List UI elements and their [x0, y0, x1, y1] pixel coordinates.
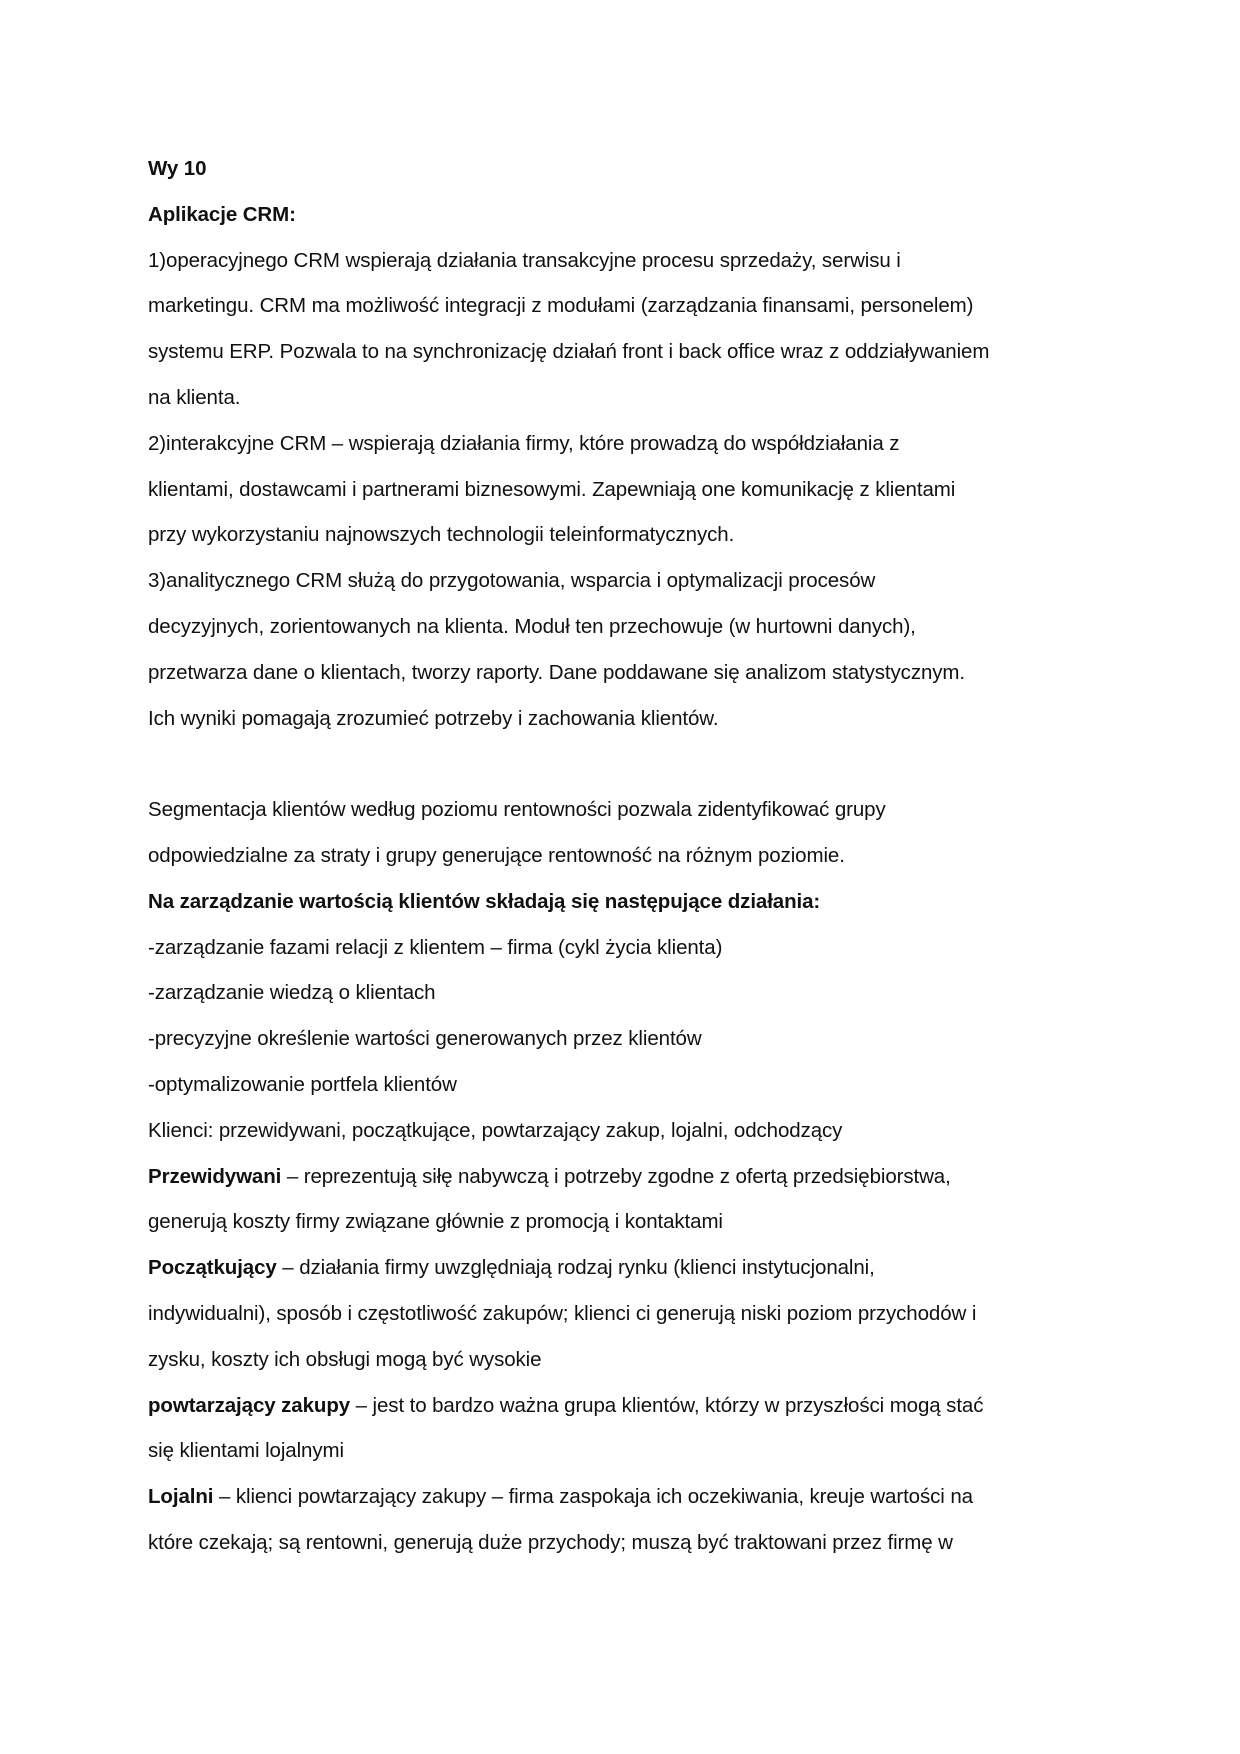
definition-text: – jest to bardzo ważna grupa klientów, którzy w przyszłości mogą stać: [350, 1393, 984, 1417]
definition-przewidywani: [148, 1154, 1090, 1246]
list-item: -optymalizowanie portfela klientów: [148, 1072, 457, 1096]
definition-term: powtarzający zakupy: [148, 1393, 351, 1417]
text-line: Ich wyniki pomagają zrozumieć potrzeby i zachowania klientów.: [148, 706, 719, 730]
text-line: odpowiedzialne za straty i grupy generujące rentowność na różnym poziomie.: [148, 843, 845, 867]
paragraph-analytical-crm: [148, 558, 1090, 741]
list-item: -zarządzanie wiedzą o klientach: [148, 981, 436, 1005]
definition-lojalni: [148, 1474, 1090, 1566]
text-line: decyzyjnych, zorientowanych na klienta. Moduł ten przechowuje (w hurtowni danych),: [148, 614, 916, 638]
list-item: -zarządzanie fazami relacji z klientem – firma (cykl życia klienta): [148, 935, 723, 959]
text-line: generują koszty firmy związane głównie z promocją i kontaktami: [148, 1210, 723, 1234]
text-line: 2)interakcyjne CRM – wspierają działania firmy, które prowadzą do współdziałania z: [148, 431, 900, 455]
text-line: klientami, dostawcami i partnerami biznesowymi. Zapewniają one komunikację z klientami: [148, 477, 956, 501]
text-line: przetwarza dane o klientach, tworzy raporty. Dane poddawane się analizom statystycznym.: [148, 660, 966, 684]
text-line: [148, 1245, 1090, 1291]
value-activities-list: [148, 925, 1090, 1108]
definition-term: Początkujący: [148, 1256, 277, 1280]
text-line: Segmentacja klientów według poziomu rentowności pozwala zidentyfikować grupy: [148, 798, 886, 822]
text-line: na klienta.: [148, 385, 241, 409]
definition-text: – działania firmy uwzględniają rodzaj rynku (klienci instytucjonalni,: [276, 1256, 875, 1280]
text-line: marketingu. CRM ma możliwość integracji z modułami (zarządzania finansami, personelem): [148, 294, 974, 318]
paragraph-interactive-crm: [148, 421, 1090, 558]
list-item: -precyzyjne określenie wartości generowanych przez klientów: [148, 1027, 702, 1051]
definition-term: Lojalni: [148, 1485, 214, 1509]
text-line: zysku, koszty ich obsługi mogą być wysokie: [148, 1347, 542, 1371]
definition-text: – reprezentują siłę nabywczą i potrzeby zgodne z ofertą przedsiębiorstwa,: [281, 1164, 951, 1188]
blank-line: [148, 741, 1090, 787]
text-line: przy wykorzystaniu najnowszych technologii teleinformatycznych.: [148, 523, 735, 547]
text-line: 3)analitycznego CRM służą do przygotowania, wsparcia i optymalizacji procesów: [148, 569, 876, 593]
text-line: [148, 1474, 1090, 1520]
client-types-line: Klienci: przewidywani, początkujące, powtarzający zakup, lojalni, odchodzący: [148, 1118, 843, 1142]
section-title-crm-applications: Aplikacje CRM:: [148, 202, 296, 226]
definition-text: – klienci powtarzający zakupy – firma zaspokaja ich oczekiwania, kreuje wartości na: [213, 1485, 973, 1509]
section-title-value-management: Na zarządzanie wartością klientów składają się następujące działania:: [148, 889, 821, 913]
text-line: które czekają; są rentowni, generują duże przychody; muszą być traktowani przez firmę w: [148, 1530, 953, 1554]
paragraph-segmentation: [148, 787, 1090, 879]
text-line: [148, 1154, 1090, 1200]
text-line: się klientami lojalnymi: [148, 1439, 344, 1463]
definition-powtarzajacy: [148, 1383, 1090, 1475]
text-line: 1)operacyjnego CRM wspierają działania transakcyjne procesu sprzedaży, serwisu i: [148, 248, 901, 272]
text-line: systemu ERP. Pozwala to na synchronizację działań front i back office wraz z oddziaływaniem: [148, 340, 990, 364]
paragraph-operational-crm: [148, 238, 1090, 421]
definition-term: Przewidywani: [148, 1164, 282, 1188]
definition-poczatkujacy: [148, 1245, 1090, 1382]
text-line: indywidualni), sposób i częstotliwość zakupów; klienci ci generują niski poziom przychodów i: [148, 1301, 977, 1325]
text-line: [148, 1383, 1090, 1429]
document-heading: Wy 10: [148, 157, 207, 180]
